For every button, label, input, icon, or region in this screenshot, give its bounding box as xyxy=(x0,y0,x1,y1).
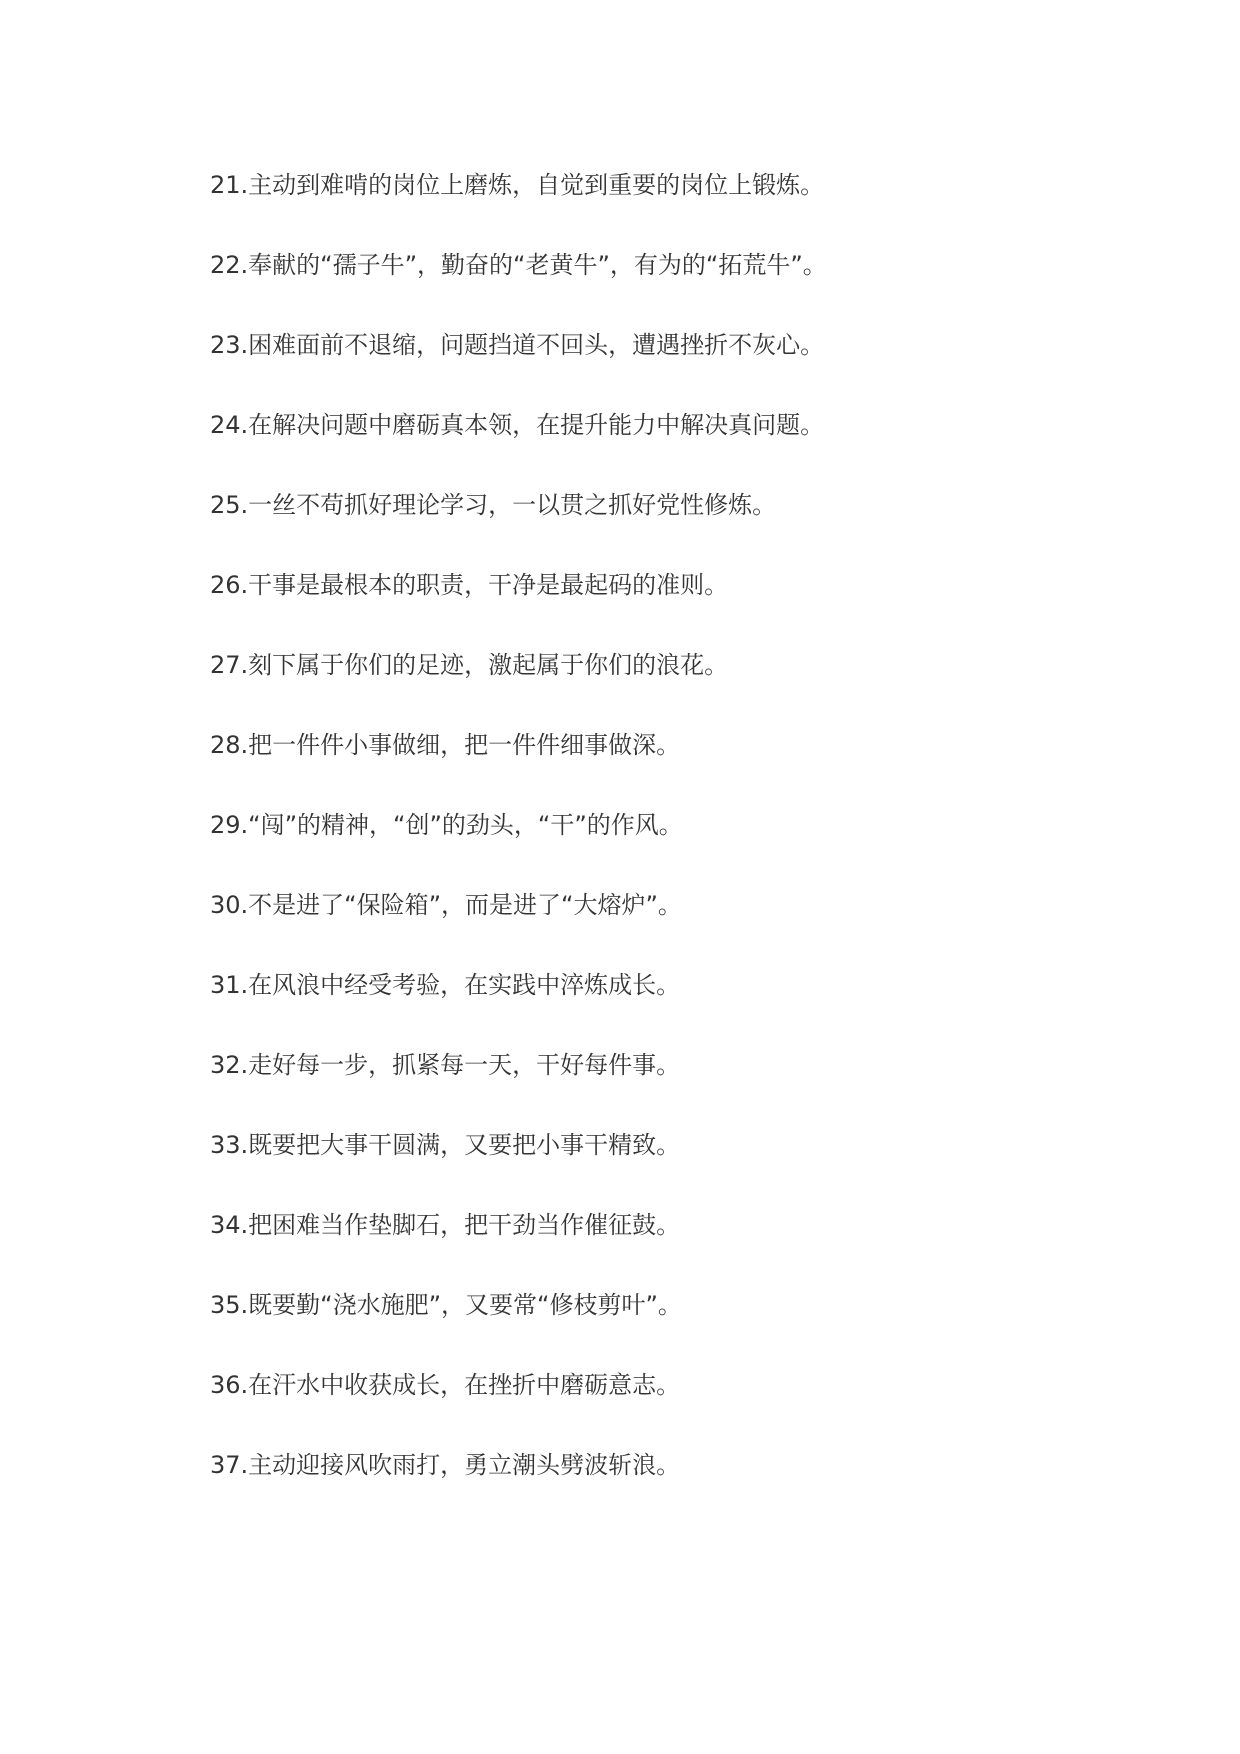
phrase-line: 36.在汗水中收获成长，在挫折中磨砺意志。 xyxy=(210,1371,681,1399)
phrase-line: 35.既要勤“浇水施肥”，又要常“修枝剪叶”。 xyxy=(210,1291,682,1319)
phrase-line: 24.在解决问题中磨砺真本领，在提升能力中解决真问题。 xyxy=(210,411,825,439)
phrase-line: 31.在风浪中经受考验，在实践中淬炼成长。 xyxy=(210,971,681,999)
phrase-line: 28.把一件件小事做细，把一件件细事做深。 xyxy=(210,731,681,759)
phrase-line: 26.干事是最根本的职责，干净是最起码的准则。 xyxy=(210,571,729,599)
phrase-line: 23.困难面前不退缩，问题挡道不回头，遭遇挫折不灰心。 xyxy=(210,331,825,359)
phrase-line: 34.把困难当作垫脚石，把干劲当作催征鼓。 xyxy=(210,1211,681,1239)
phrase-line: 32.走好每一步，抓紧每一天，干好每件事。 xyxy=(210,1051,681,1079)
phrase-line: 27.刻下属于你们的足迹，激起属于你们的浪花。 xyxy=(210,651,729,679)
phrase-line: 37.主动迎接风吹雨打，勇立潮头劈波斩浪。 xyxy=(210,1451,681,1479)
phrase-line: 30.不是进了“保险箱”，而是进了“大熔炉”。 xyxy=(210,891,682,919)
phrase-line: 25.一丝不苟抓好理论学习，一以贯之抓好党性修炼。 xyxy=(210,491,777,519)
phrase-line: 33.既要把大事干圆满，又要把小事干精致。 xyxy=(210,1131,681,1159)
phrase-line: 29.“闯”的精神，“创”的劲头，“干”的作风。 xyxy=(210,811,683,839)
phrase-line: 21.主动到难啃的岗位上磨炼，自觉到重要的岗位上锻炼。 xyxy=(210,171,825,199)
phrase-line: 22.奉献的“孺子牛”，勤奋的“老黄牛”，有为的“拓荒牛”。 xyxy=(210,251,827,279)
phrase-list xyxy=(210,170,827,1530)
